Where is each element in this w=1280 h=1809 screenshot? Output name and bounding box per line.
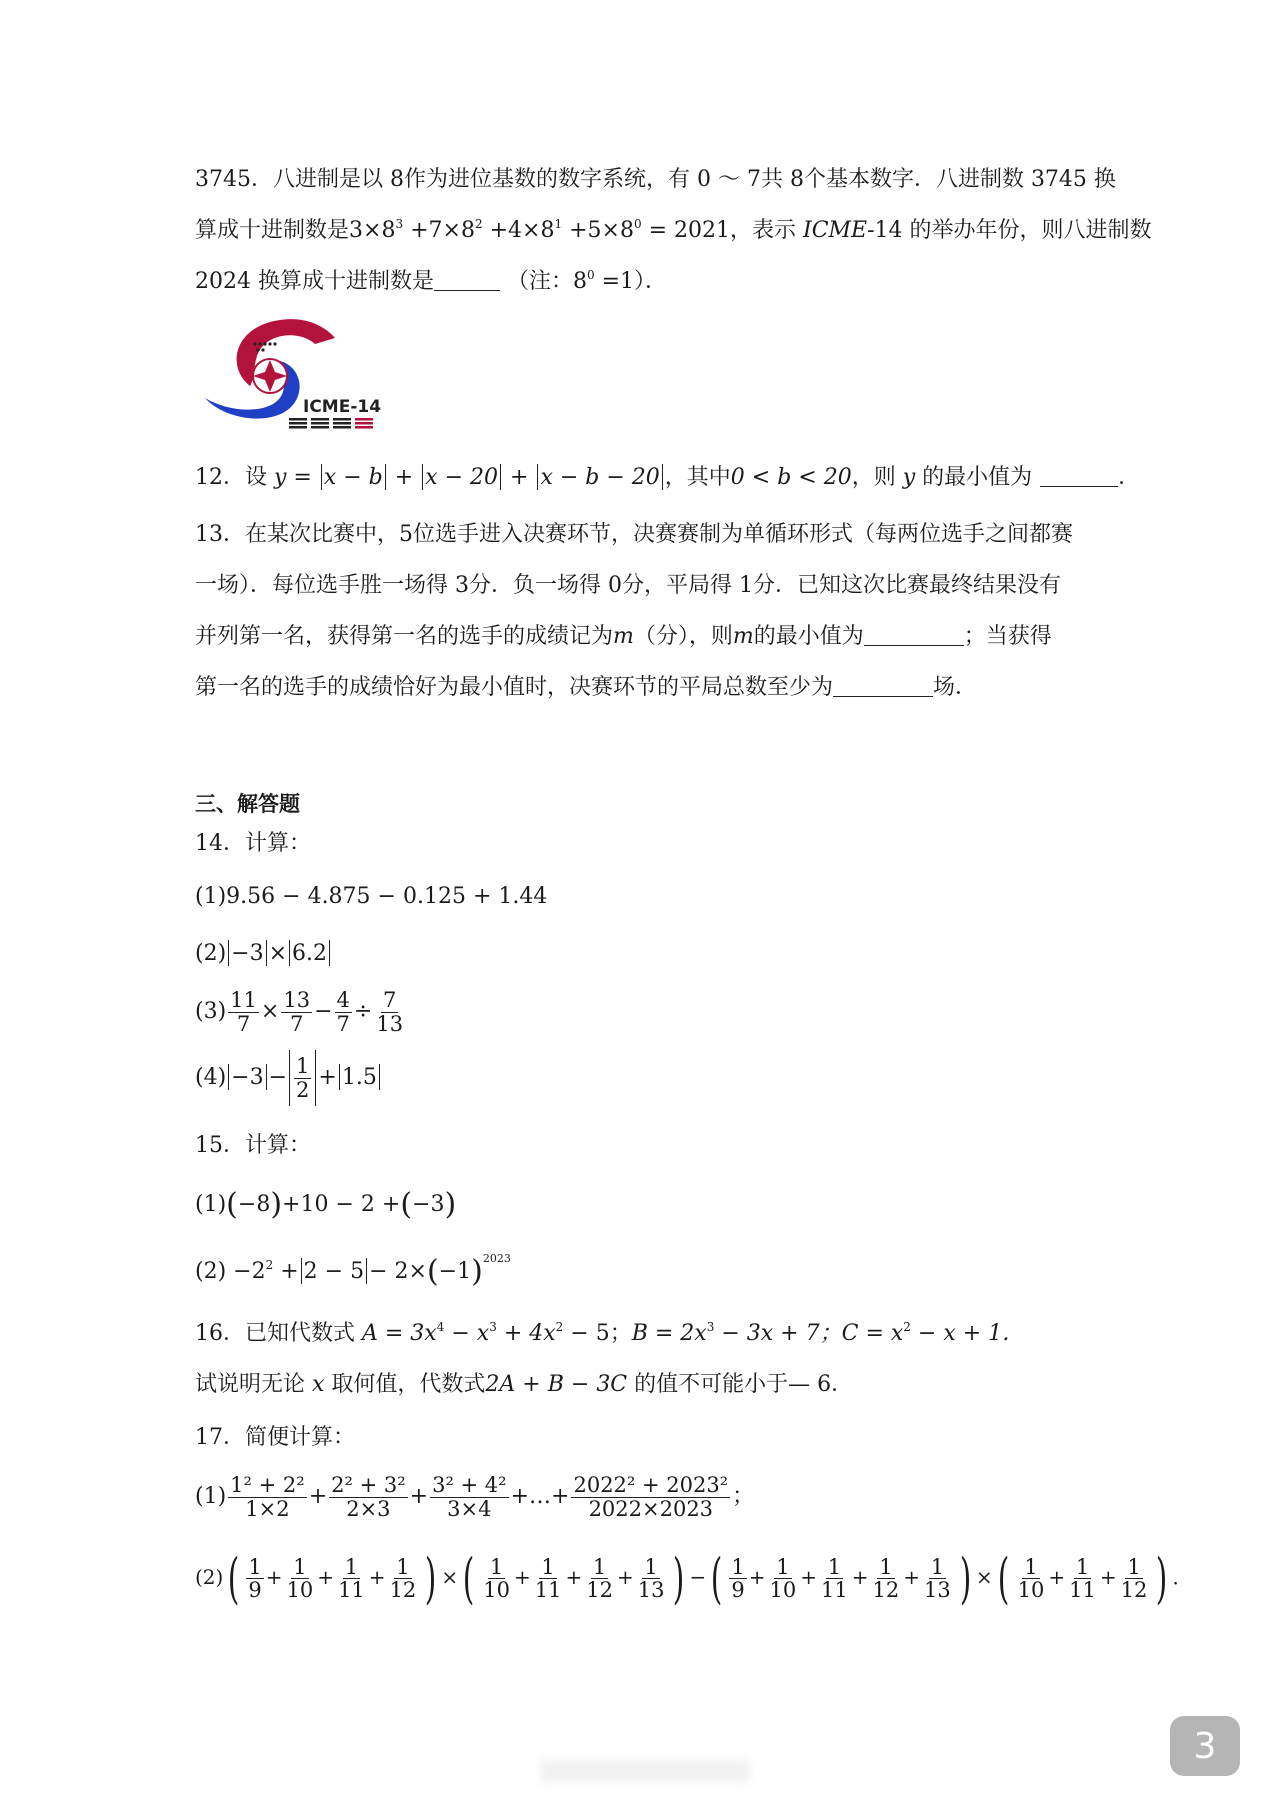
section-heading: 三、解答题 — [195, 792, 300, 816]
q11-line-3: 2024 换算成十进制数是 （注：$8^0 =1$）． — [195, 268, 668, 294]
answer-blank[interactable] — [1040, 464, 1118, 487]
q11-line-1: 3745．八进制是以 8作为进位基数的数字系统，有 0 ～ 7共 8个基本数字．八进制数 3745 换 — [195, 167, 1116, 192]
question-15: 15．计算： (1)(−8)+10 − 2 +(−3) $(2) -2^2 + 2 - 5 - 2\times(-1)^{2023}$ — [195, 1133, 511, 1289]
answer-blank[interactable] — [833, 674, 933, 697]
question-12: 12．设 y = x − b + x − 20 + x − b − 20 ，其中0 < b < 20，则 y 的最小值为 ． — [195, 465, 1141, 490]
svg-text:ICME-14: ICME-14 — [303, 397, 382, 417]
answer-blank[interactable] — [864, 623, 964, 646]
icme-14-logo — [195, 316, 400, 436]
question-13: 13．在某次比赛中，5位选手进入决赛环节，决赛赛制为单循环形式（每两位选手之间都赛 一场）．每位选手胜一场得 3分．负一场得 0分，平局得 1分．已知这次比赛最终结果没有 并列第一名，获得第一名的选手的成绩记为m（分），则m的最小值为 ；当获得 第一名的选手的成绩恰好为最小值时，决赛环节的平局总数至少为 场． — [195, 522, 1073, 700]
page-number-badge[interactable]: 3 — [1170, 1716, 1240, 1776]
question-14: 14．计算： (1)9.56 − 4.875 − 0.125 + 1.44 (2) −3 × 6.2 (3) $\frac{11}{7}$ × $\frac{13}{7}$ − $\frac{4}{7}$ ÷ $\frac{7}{13}$ (4) −3 − $\frac{1}{2}$ + 1.5 — [195, 818, 1100, 1111]
answer-blank[interactable] — [434, 268, 500, 291]
question-11 — [195, 154, 1152, 307]
watermark — [540, 1760, 750, 1782]
question-17: 17．简便计算： (1) $\frac{\text{1² + 2²}}{1\times 2}$ + $\frac{\text{2² + 3²}}{2\times 3}$ + $\frac{\text{3² + 4²}}{3\times 4}$ +…+ $\frac{\text{2022² + 2023²}}{2022\times 2023}$ ； (2)( $\frac{1}{9}$ + $\frac{1}{10}$ + $\frac{1}{11}$ + $\frac{1}{12}$ ) ×( $\frac{1}{10}$ + $\frac{1}{11}$ + $\frac{1}{12}$ + $\frac{1}{13}$ ) −( $\frac{1}{9}$ + $\frac{1}{10}$ + $\frac{1}{11}$ + $\frac{1}{12}$ + $\frac{1}{13}$ ) ×( $\frac{1}{10}$ + $\frac{1}{11}$ + $\frac{1}{12}$ ) ． — [195, 1425, 1193, 1610]
question-16: 16．已知代数式 $A = 3x^4 - x^3 + 4x^2 - 5$；$B = 2x^3 - 3x + 7$；$C = x^2 - x + 1$． 试说明无论 x 取何值，代数式2A + B − 3C 的值不可能小于— 6． — [195, 1320, 1025, 1397]
q11-line-2: 算成十进制数是$3\times 8^3 +7\times 8^2 +4\times 8^1 +5\times 8^0 = 2021$，表示 ICME-14 的举办年份，则八进制数 — [195, 217, 1152, 243]
